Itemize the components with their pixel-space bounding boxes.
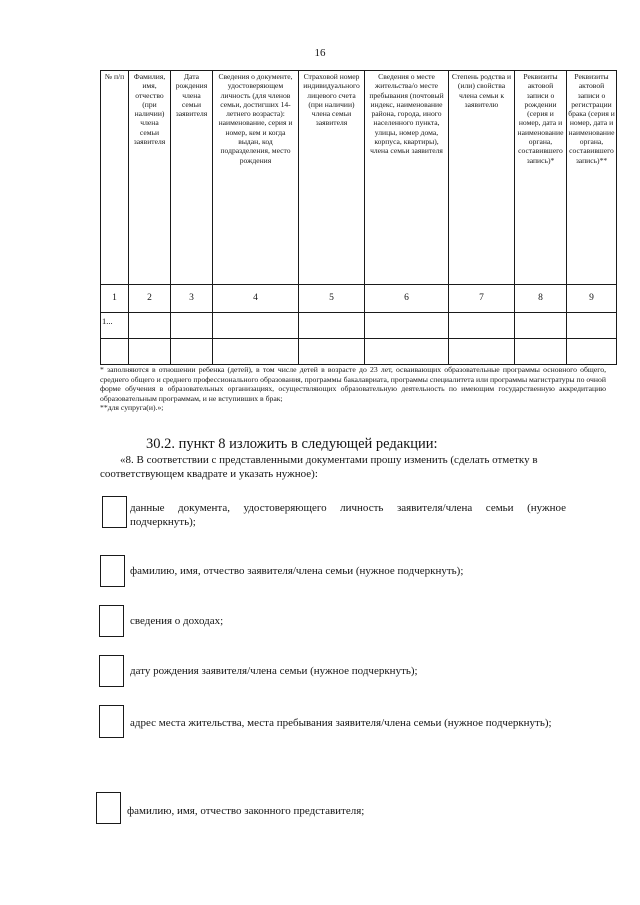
table-cell[interactable]: [213, 339, 299, 365]
table-cell[interactable]: [567, 339, 617, 365]
checkbox-representative-name[interactable]: [96, 792, 121, 824]
table-cell[interactable]: [129, 313, 171, 339]
header-residence: Сведения о месте жительства/о месте пребывания (почтовый индекс, наименование района, города, иного населенного пункта, улицы, номер дома, корпуса, квартиры), члена семьи заявителя: [365, 71, 449, 285]
table-cell[interactable]: [515, 339, 567, 365]
row-label: 1...: [101, 313, 129, 339]
table-row: [101, 313, 617, 339]
footnotes: [100, 365, 606, 413]
table-cell[interactable]: [299, 339, 365, 365]
column-number: 3: [171, 285, 213, 313]
column-number: 4: [213, 285, 299, 313]
header-identity-document: Сведения о документе, удостоверяющем личность (для членов семьи, достигших 14-летнего возраста): наименование, серия и номер, кем и когда выдан, код подразделения, место рождения: [213, 71, 299, 285]
table-cell[interactable]: [365, 313, 449, 339]
table-cell[interactable]: [213, 313, 299, 339]
table-cell[interactable]: [171, 339, 213, 365]
table-cell[interactable]: [567, 313, 617, 339]
table-cell[interactable]: [171, 313, 213, 339]
header-kinship: Степень родства и (или) свойства члена семьи к заявителю: [449, 71, 515, 285]
table-cell[interactable]: [299, 313, 365, 339]
footnote-spouse: **для супруга(и).»;: [100, 403, 164, 413]
option-label: сведения о доходах;: [130, 615, 224, 627]
option-label: фамилию, имя, отчество заявителя/члена семьи (нужное подчеркнуть);: [130, 565, 464, 577]
table-number-row: [101, 285, 617, 313]
column-number: 9: [567, 285, 617, 313]
page-number: 16: [314, 47, 326, 59]
option-label: дату рождения заявителя/члена семьи (нужное подчеркнуть);: [130, 665, 418, 677]
footnote-children: * заполняются в отношении ребенка (детей), в том числе детей в возрасте до 23 лет, осваивающих образовательные программы основного общего, среднего общего и среднего профессионального образования, программы бакалавриата, программы специалитета или программы магистратуры по очной форме обучения в образовательных организациях, осуществляющих образовательную деятельность по имеющим государственную аккредитацию образовательным программам, и не вступивших в брак;: [100, 365, 606, 403]
checkbox-identity-document[interactable]: [102, 496, 127, 528]
header-marriage-record: Реквизиты актовой записи о регистрации брака (серия и номер, дата и наименование органа, составившего запись)**: [567, 71, 617, 285]
header-birth-record: Реквизиты актовой записи о рождении (серия и номер, дата и наименование органа, составившего запись)*: [515, 71, 567, 285]
header-insurance-number: Страховой номер индивидуального лицевого счета (при наличии) члена семьи заявителя: [299, 71, 365, 285]
header-full-name: Фамилия, имя, отчество (при наличии) члена семьи заявителя: [129, 71, 171, 285]
table-cell[interactable]: [101, 339, 129, 365]
column-number: 6: [365, 285, 449, 313]
checkbox-income[interactable]: [99, 605, 124, 637]
option-label: адрес места жительства, места пребывания заявителя/члена семьи (нужное подчеркнуть);: [130, 717, 552, 729]
column-number: 2: [129, 285, 171, 313]
checkbox-full-name[interactable]: [100, 555, 125, 587]
column-number: 1: [101, 285, 129, 313]
table-cell[interactable]: [365, 339, 449, 365]
table-cell[interactable]: [449, 313, 515, 339]
table-row: [101, 339, 617, 365]
checkbox-address[interactable]: [99, 705, 124, 738]
family-members-table: [100, 70, 617, 365]
table-header-row: [101, 71, 617, 285]
section-title: 30.2. пункт 8 изложить в следующей редакции:: [146, 436, 438, 452]
column-number: 5: [299, 285, 365, 313]
header-birth-date: Дата рождения члена семьи заявителя: [171, 71, 213, 285]
checkbox-birth-date[interactable]: [99, 655, 124, 687]
option-label: данные документа, удостоверяющего личность заявителя/члена семьи (нужное подчеркнуть);: [130, 502, 566, 528]
table-cell[interactable]: [449, 339, 515, 365]
column-number: 8: [515, 285, 567, 313]
table-cell[interactable]: [129, 339, 171, 365]
header-number: № п/п: [101, 71, 129, 285]
table-cell[interactable]: [515, 313, 567, 339]
intro-text: «8. В соответствии с представленными документами прошу изменить (сделать отметку в соответствующем квадрате и указать нужное):: [100, 454, 538, 480]
column-number: 7: [449, 285, 515, 313]
option-label: фамилию, имя, отчество законного представителя;: [127, 805, 365, 817]
